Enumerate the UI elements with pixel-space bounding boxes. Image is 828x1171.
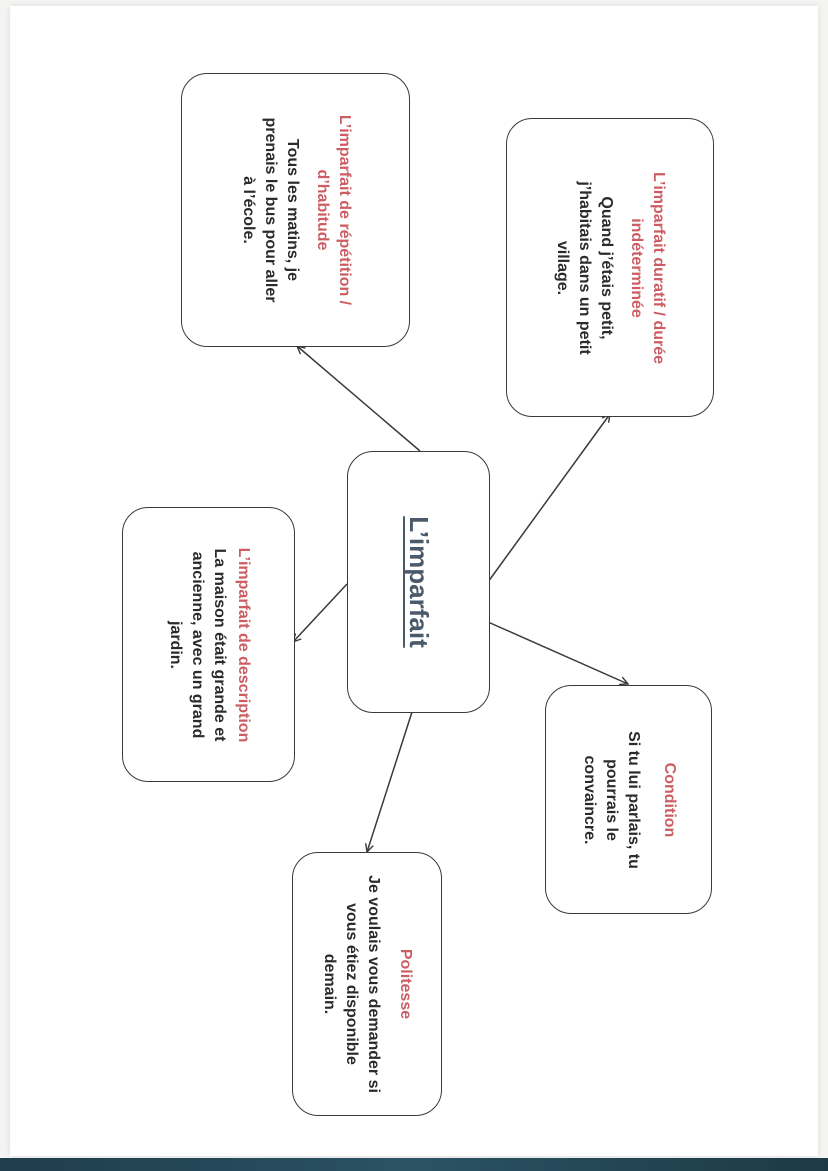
arrow-to-politesse <box>367 712 412 852</box>
arrow-to-duratif <box>488 414 610 582</box>
node-condition <box>545 685 712 914</box>
node-duratif-example: Quand j’étais petit, j’habitais dans un petit village. <box>554 180 615 355</box>
center-node <box>347 451 490 713</box>
arrow-to-condition <box>488 622 628 684</box>
node-habitude-title: L’imparfait de répétition / d’habitude <box>313 114 353 306</box>
node-duratif-title: L’imparfait duratif / durée indéterminée <box>628 171 667 364</box>
center-title: L’imparfait <box>403 516 434 648</box>
node-politesse <box>292 852 442 1116</box>
node-habitude <box>181 73 410 347</box>
node-politesse-title: Politesse <box>397 948 414 1020</box>
node-condition-example: Si tu lui parlais, tu pourrais le convaincre. <box>580 730 642 869</box>
node-duratif <box>506 118 714 417</box>
node-condition-title: Condition <box>660 762 678 837</box>
node-description <box>122 507 295 782</box>
node-description-example: La maison était grande et ancienne, avec un grand jardin. <box>166 548 228 741</box>
arrow-to-description <box>293 584 347 642</box>
node-habitude-example: Tous les matins, je prenais le bus pour aller à l’école. <box>239 117 301 303</box>
node-politesse-example: Je voulais vous demander si vous étiez disponible demain. <box>321 875 382 1093</box>
node-description-title: L’imparfait de description <box>234 547 252 742</box>
arrow-to-habitude <box>297 346 420 451</box>
